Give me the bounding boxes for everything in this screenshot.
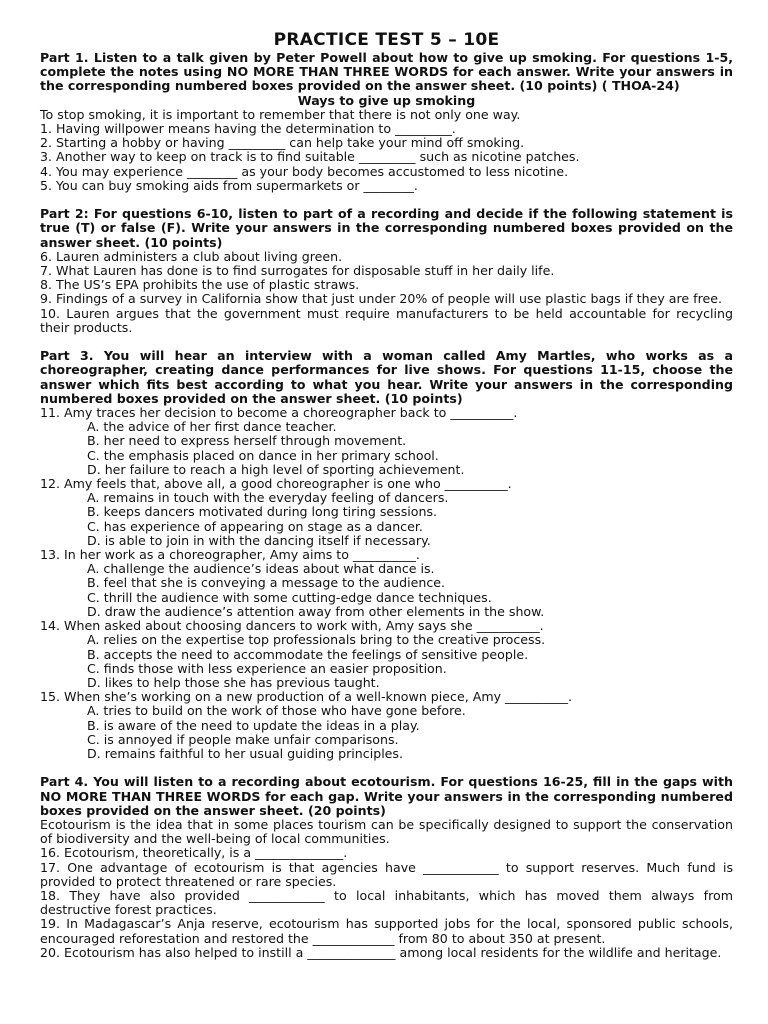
answer-option-c: C. the emphasis placed on dance in her primary school. (87, 447, 439, 463)
part-2-instructions: Part 2: For questions 6-10, listen to part of a recording and decide if the following statement is true (T) or false (F). Write your answers in the corresponding numbered boxes provided on the answer sheet. (10 points) (40, 206, 733, 250)
part-4-intro: Ecotourism is the idea that in some places tourism can be specifically designed to support the conservation of biodiversity and the well-being of local communities. (40, 816, 733, 847)
question-item-8: 8. The US’s EPA prohibits the use of plastic straws. (40, 277, 360, 293)
answer-option-a: A. tries to build on the work of those who have gone before. (87, 703, 466, 719)
question-14 (40, 619, 733, 690)
question-11 (40, 406, 733, 477)
part-3-instructions: Part 3. You will hear an interview with a woman called Amy Martles, who works as a choreographer, creating dance performances for live shows. For questions 11-15, choose the answer which fits best according to what you hear. Write your answers in the corresponding numbered boxes provided on the answer sheet. (10 points) (40, 348, 733, 406)
section-spacer (40, 193, 733, 207)
answer-option-a: A. remains in touch with the everyday feeling of dancers. (87, 490, 449, 506)
question-item-16: 16. Ecotourism, theoretically, is a ______________. (40, 845, 348, 861)
question-item-6: 6. Lauren administers a club about living green. (40, 248, 343, 264)
question-item-1: 1. Having willpower means having the determination to _________. (40, 121, 456, 137)
answer-option-d: D. draw the audience’s attention away from other elements in the show. (87, 603, 545, 619)
part-3-section (40, 349, 733, 761)
question-item-19: 19. In Madagascar’s Anja reserve, ecotourism has supported jobs for the local, sponsored public schools, encouraged reforestation and restored the _____________ from 80 to about 350 at present. (40, 916, 733, 946)
part-1-subheading: Ways to give up smoking (297, 92, 476, 108)
answer-option-c: C. is annoyed if people make unfair comparisons. (87, 731, 399, 747)
question-stem: 14. When asked about choosing dancers to work with, Amy says she __________. (40, 618, 544, 634)
question-item-4: 4. You may experience ________ as your body becomes accustomed to less nicotine. (40, 163, 569, 179)
question-15 (40, 690, 733, 761)
answer-option-a: A. the advice of her first dance teacher. (87, 419, 337, 435)
part-4-instructions: Part 4. You will listen to a recording about ecotourism. For questions 16-25, fill in the gaps with NO MORE THAN THREE WORDS for each gap. Write your answers in the corresponding numbered boxes provided on the answer sheet. (20 points) (40, 774, 733, 818)
question-stem: 12. Amy feels that, above all, a good choreographer is one who __________. (40, 476, 512, 492)
question-item-3: 3. Another way to keep on track is to find suitable _________ such as nicotine patches. (40, 149, 580, 165)
question-item-17: 17. One advantage of ecotourism is that agencies have ____________ to support reserves. Much fund is provided to protect threatened or rare species. (40, 859, 733, 889)
question-item-5: 5. You can buy smoking aids from supermarkets or ________. (40, 177, 418, 193)
answer-option-a: A. relies on the expertise top professionals bring to the creative process. (87, 632, 546, 648)
part-4-section (40, 775, 733, 960)
answer-option-b: B. accepts the need to accommodate the feelings of sensitive people. (87, 646, 529, 662)
answer-option-d: D. likes to help those she has previous taught. (87, 674, 380, 690)
question-13 (40, 548, 733, 619)
question-item-9: 9. Findings of a survey in California show that just under 20% of people will use plastic bags if they are free. (40, 291, 722, 307)
section-spacer (40, 761, 733, 775)
answer-option-c: C. finds those with less experience an easier proposition. (87, 660, 447, 676)
question-item-20: 20. Ecotourism has also helped to instill a ______________ among local residents for the wildlife and heritage. (40, 944, 722, 960)
section-spacer (40, 335, 733, 349)
answer-option-a: A. challenge the audience’s ideas about what dance is. (87, 561, 435, 577)
question-stem: 13. In her work as a choreographer, Amy aims to __________. (40, 547, 420, 563)
part-1-section (40, 51, 733, 193)
question-stem: 11. Amy traces her decision to become a choreographer back to __________. (40, 405, 518, 421)
answer-option-b: B. feel that she is conveying a message to the audience. (87, 575, 445, 591)
answer-option-d: D. her failure to reach a high level of sporting achievement. (87, 461, 465, 477)
part-1-intro: To stop smoking, it is important to remember that there is not only one way. (40, 106, 521, 122)
question-item-18: 18. They have also provided ____________ to local inhabitants, which has moved them always from destructive forest practices. (40, 887, 733, 918)
answer-option-b: B. her need to express herself through movement. (87, 433, 407, 449)
answer-option-c: C. thrill the audience with some cutting-edge dance techniques. (87, 589, 492, 605)
part-1-instructions: Part 1. Listen to a talk given by Peter Powell about how to give up smoking. For questions 1-5, complete the notes using NO MORE THAN THREE WORDS for each answer. Write your answers in the corresponding numbered boxes provided on the answer sheet. (10 points) ( THOA-24) (40, 50, 733, 94)
question-item-2: 2. Starting a hobby or having _________ can help take your mind off smoking. (40, 135, 525, 151)
question-stem: 15. When she’s working on a new production of a well-known piece, Amy __________. (40, 689, 573, 705)
answer-option-d: D. is able to join in with the dancing itself if necessary. (87, 532, 431, 548)
question-item-10: 10. Lauren argues that the government must require manufacturers to be held accountable for recycling their products. (40, 305, 733, 335)
answer-option-d: D. remains faithful to her usual guiding principles. (87, 745, 403, 761)
page-title: PRACTICE TEST 5 – 10E (273, 30, 500, 50)
part-2-section (40, 207, 733, 335)
answer-option-c: C. has experience of appearing on stage as a dancer. (87, 518, 423, 534)
question-item-7: 7. What Lauren has done is to find surrogates for disposable stuff in her daily life. (40, 263, 555, 279)
answer-option-b: B. keeps dancers motivated during long tiring sessions. (87, 504, 438, 520)
answer-option-b: B. is aware of the need to update the ideas in a play. (87, 717, 420, 733)
question-12 (40, 477, 733, 548)
